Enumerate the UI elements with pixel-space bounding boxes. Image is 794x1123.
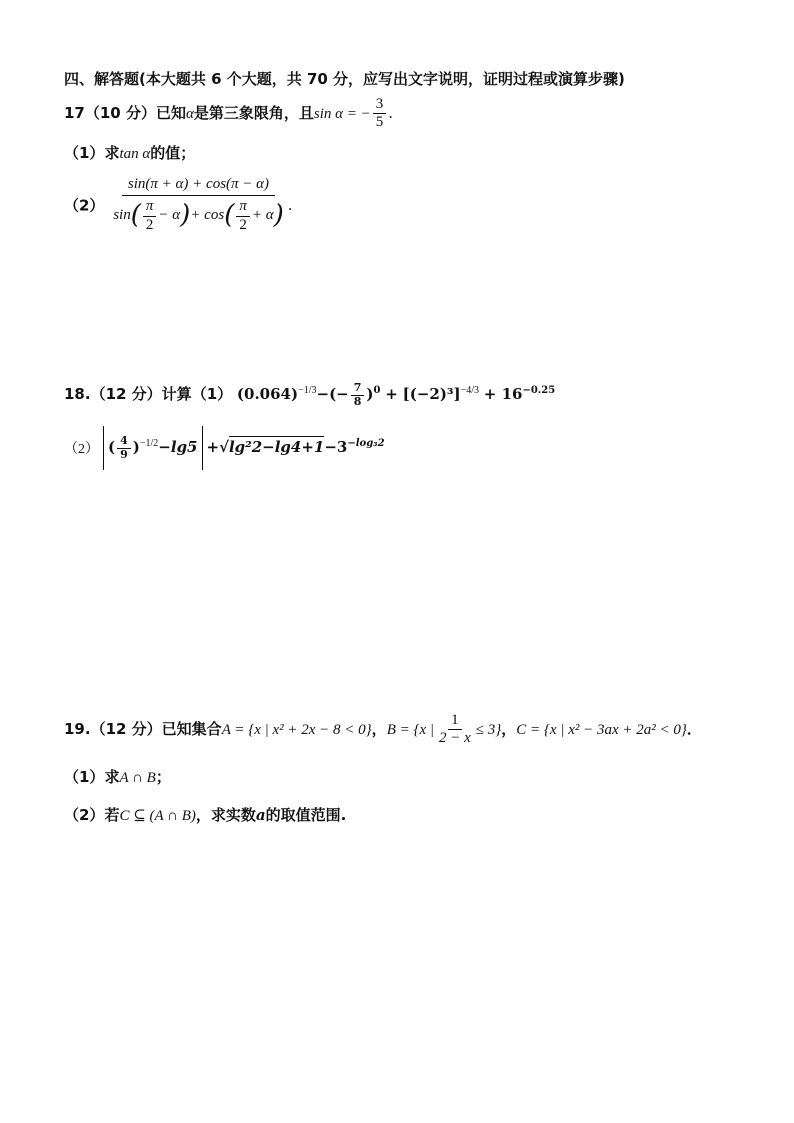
q19-part1 (64, 766, 171, 787)
q18-abs-left-bar (103, 426, 104, 470)
q19-set-b-start: B = {x | (386, 721, 435, 738)
q19-part2 (64, 804, 346, 825)
question-18: 18.（12 分）计算（1） $(0.064)^{-1/3}-(-$ $\frac{7}{8}$ )$^0 + [(-2)^3]^{-4/3} + 16^{-0.25}$ (64, 381, 556, 408)
q17-part1-math: tan α (119, 146, 151, 162)
q17-alpha: α (186, 105, 194, 122)
q19-part1-label: （1） (64, 768, 105, 786)
q18-number: 18.（12 分） (64, 385, 162, 404)
q17-part2-fraction (111, 174, 286, 236)
q19-comma2: ， (501, 719, 517, 738)
q19-set-b-den: 2 − x (439, 730, 471, 747)
q19-part2-text-b: ，求实数 (195, 806, 256, 824)
q17-den-pi-1: π (143, 198, 157, 216)
q17-sin-expression: sin α = − (313, 105, 371, 122)
q17-den-sin: sin (113, 207, 131, 224)
q18-part2-label: （2） (64, 442, 99, 457)
q19-comma1: ， (371, 719, 387, 738)
q18-p1-plus2: + 16 (483, 385, 523, 404)
q18-p1-frac-num: 7 (351, 382, 365, 396)
q19-text: 已知集合 (161, 719, 222, 738)
q17-part2-end: . (287, 195, 293, 214)
q18-p2-frac-den: 9 (120, 447, 128, 461)
q18-p1-exp2: 0 (373, 385, 381, 397)
q17-part2-denominator: sin( $\frac{\pi}{2}$ − α)+ cos( $\frac{\pi}{2}$ + α) (113, 198, 284, 233)
question-17 (64, 96, 393, 132)
q18-p2-sqrt: lg²2−lg4+1 (228, 438, 325, 456)
q17-part1-text-end: 的值； (150, 144, 196, 162)
q18-p1-base3: [(−2)³] (402, 385, 461, 404)
q18-p1-base1: (0.064) (236, 385, 299, 404)
q17-den-two-1: 2 (145, 216, 154, 233)
q18-p2-minus3: −3 (324, 438, 348, 456)
q18-p2-exp-last: −log₃2 (347, 438, 385, 449)
q19-part2-text-c: 的取值范围. (265, 806, 347, 824)
q18-p1-exp4: −0.25 (522, 385, 556, 397)
q19-set-b-fraction (436, 712, 474, 748)
q17-frac-num: 3 (373, 96, 387, 114)
q17-part2-label: （2） (64, 196, 105, 215)
q19-set-b-end: ≤ 3} (475, 721, 502, 738)
q19-part1-text: 求 (104, 768, 120, 786)
q19-number: 19.（12 分） (64, 719, 162, 738)
q18-text: 计算 (161, 385, 192, 404)
q17-stem-mid: 是第三象限角，且 (193, 103, 314, 122)
q17-fraction (373, 96, 387, 132)
q17-part2 (64, 174, 293, 236)
q18-p1-exp3: −4/3 (460, 385, 480, 397)
q19-part2-math: C ⊆ (A ∩ B) (119, 808, 196, 824)
q17-den-two-2: 2 (239, 216, 247, 233)
q18-p2-lg5: −lg5 (158, 438, 198, 456)
q19-part2-text-a: 若 (104, 806, 120, 824)
q17-part1 (64, 142, 195, 163)
q18-p2-exp: −1/2 (139, 438, 159, 449)
q19-set-b-num: 1 (448, 712, 462, 730)
q19-part2-label: （2） (64, 806, 105, 824)
q17-part1-label: （1） (64, 144, 105, 162)
q17-number: 17（10 分） (64, 103, 156, 122)
q18-part2: （2） ( $\frac{4}{9}$ )$^{-1/2}-\lg 5 +√\lg^22-\lg 4+1-3^{-log_32}$ (64, 426, 385, 470)
q19-part2-a: a (255, 806, 266, 824)
question-19 (64, 712, 702, 748)
q18-p2-fraction (117, 435, 131, 461)
q17-den-pi-2: π (236, 198, 250, 216)
q17-stem-before: 已知 (155, 103, 186, 122)
q18-p1-plus1: + (385, 385, 398, 404)
q18-p1-minus: − (316, 385, 330, 404)
q19-set-a: A = {x | x² + 2x − 8 < 0} (221, 721, 372, 738)
q17-den-plus-alpha: + α (251, 207, 274, 224)
q19-part1-end: ； (155, 768, 171, 786)
q19-end: ． (686, 719, 702, 738)
section-heading: 四、解答题(本大题共 6 个大题，共 70 分，应写出文字说明，证明过程或演算步骤) (64, 70, 625, 88)
q17-end: . (388, 103, 394, 122)
q18-part1-label: （1） (191, 385, 233, 404)
q17-den-minus-alpha: − α (158, 207, 181, 224)
q18-p2-plus: + (206, 438, 220, 456)
q18-p1-exp1: −1/3 (298, 385, 317, 397)
q17-den-cos: + cos (190, 207, 225, 224)
q18-p1-frac-den: 8 (353, 394, 362, 408)
q19-part1-math: A ∩ B (119, 770, 156, 786)
q18-abs-right-bar (202, 426, 203, 470)
q17-part2-numerator: sin(π + α) + cos(π − α) (122, 174, 275, 196)
q18-p1-fraction (351, 382, 365, 408)
q18-p2-frac-num: 4 (117, 435, 131, 449)
q17-frac-den: 5 (375, 114, 384, 131)
q19-set-c: C = {x | x² − 3ax + 2a² < 0} (516, 721, 687, 738)
q17-part1-text: 求 (104, 144, 120, 162)
